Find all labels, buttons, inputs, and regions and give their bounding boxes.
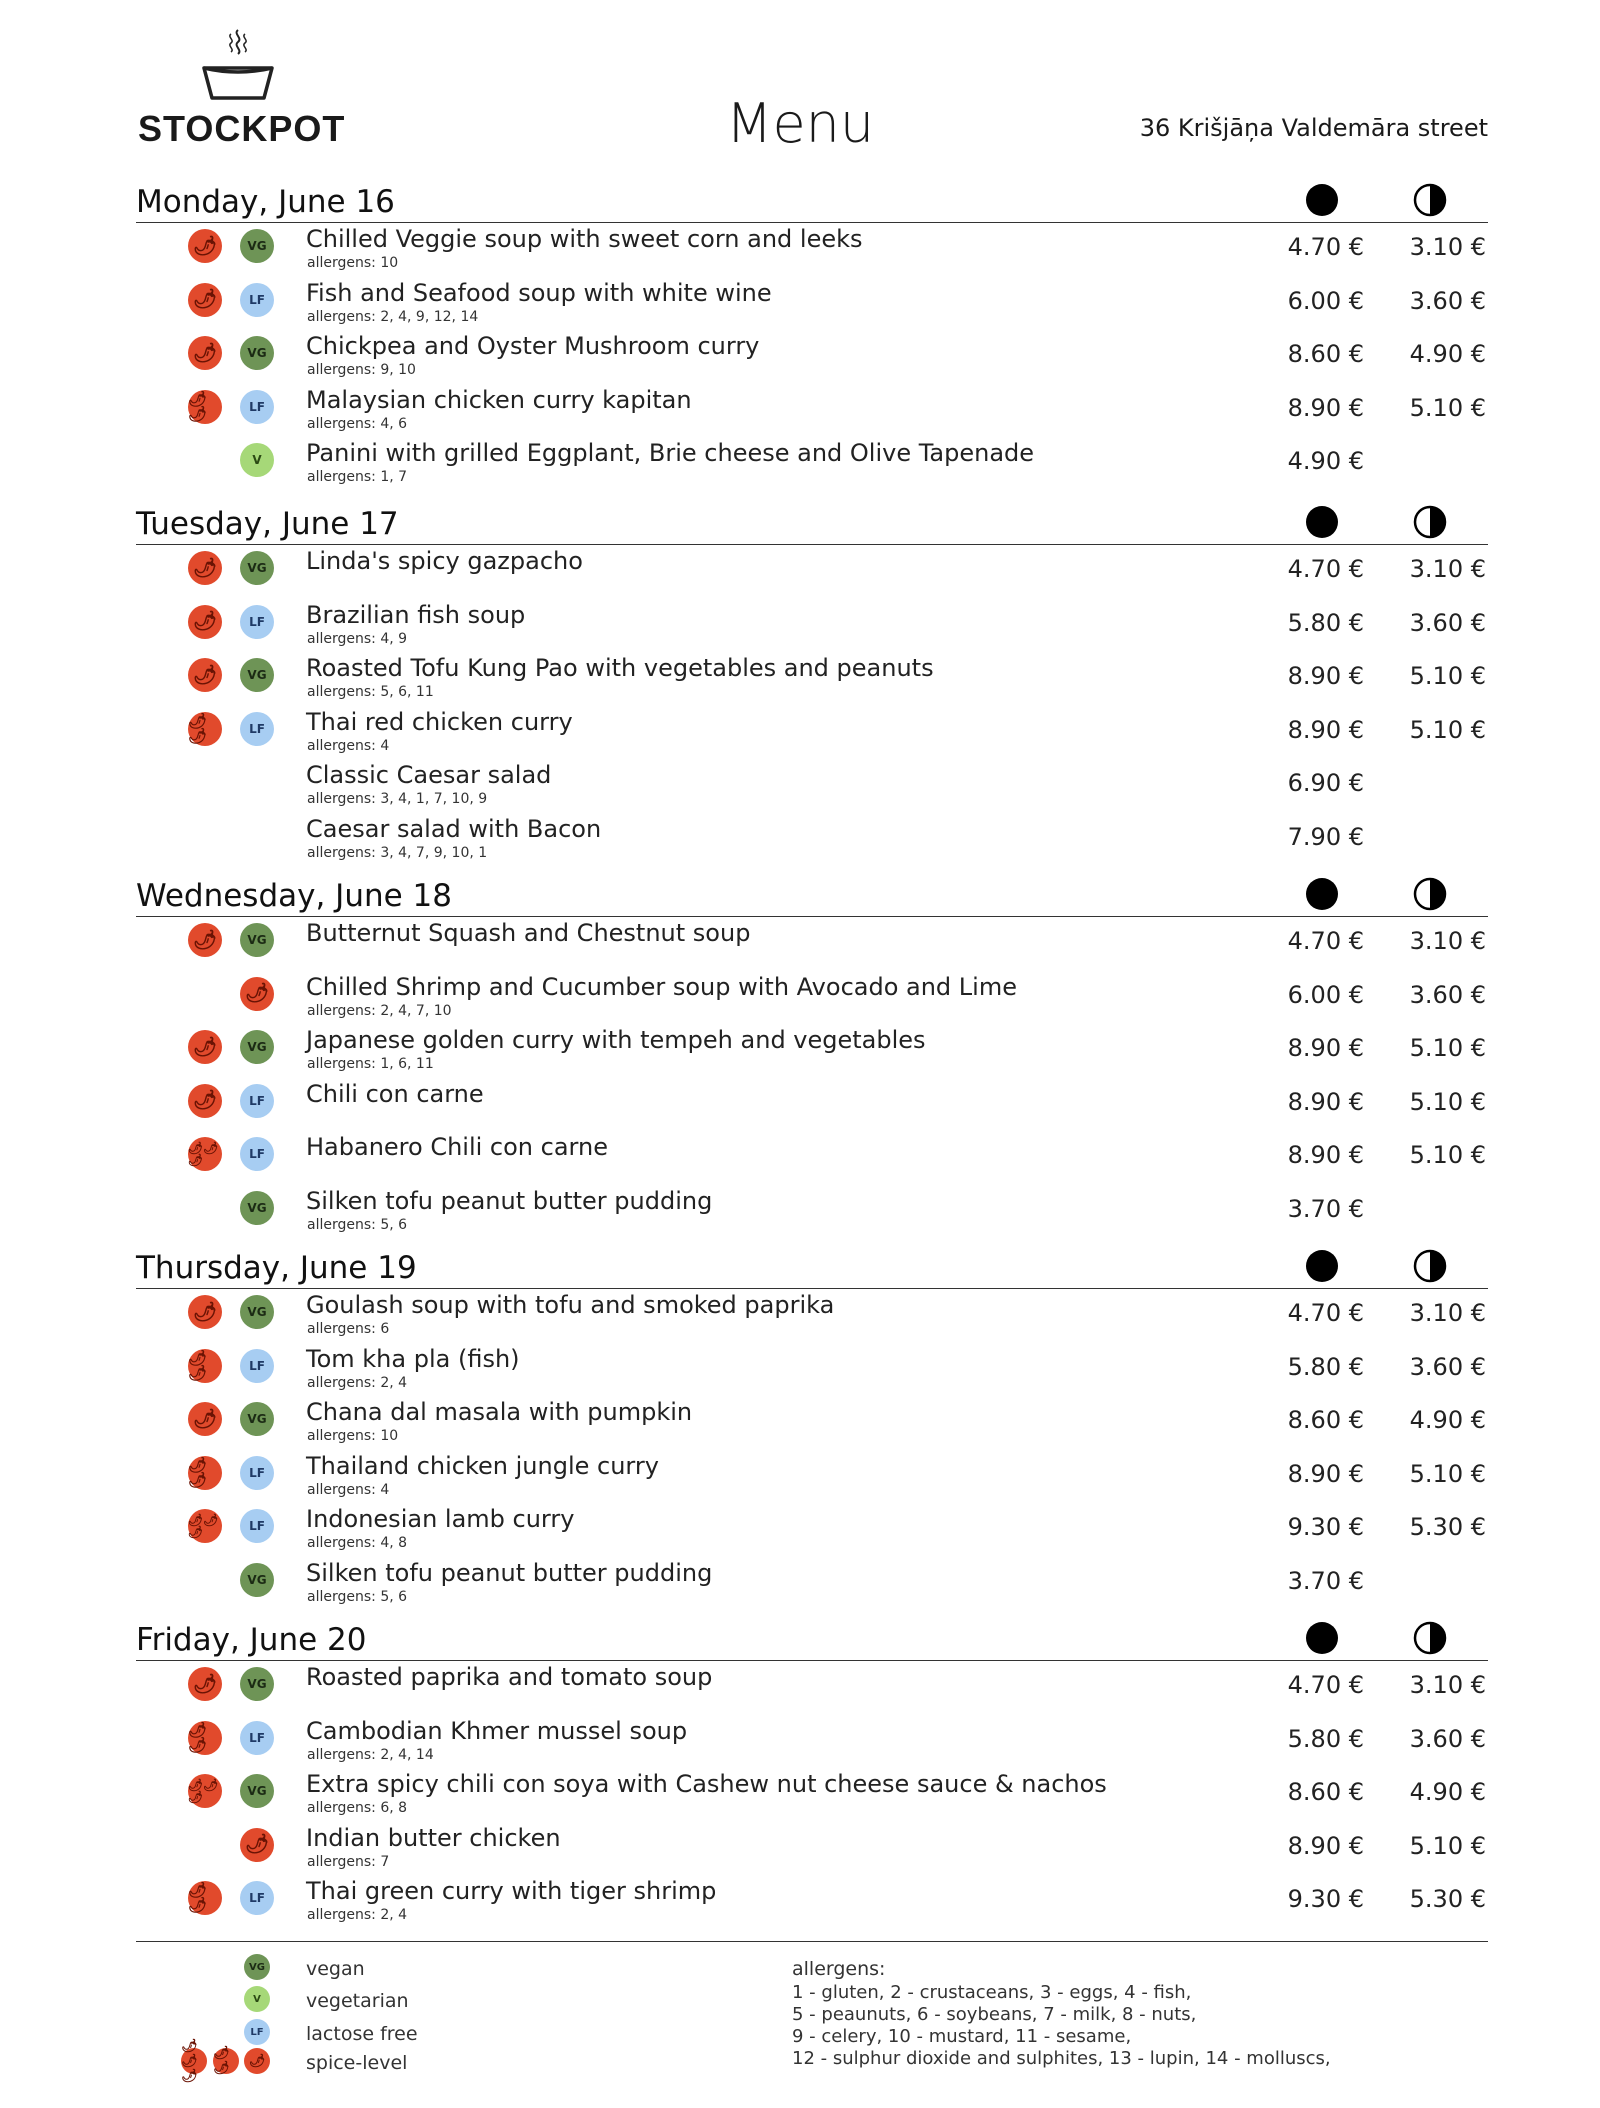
menu-item	[136, 223, 1488, 277]
day-title: Monday, June 16	[136, 184, 395, 220]
price-half-portion: 5.10 €	[1409, 1831, 1486, 1860]
item-badges	[188, 390, 304, 424]
item-name: Caesar salad with Bacon	[306, 814, 602, 843]
price-full-portion: 4.90 €	[1287, 447, 1364, 475]
menu-items	[136, 223, 1488, 491]
menu-item	[136, 384, 1488, 438]
day-header	[136, 1620, 1488, 1661]
item-badges	[188, 765, 304, 799]
spice-level-2-icon: 🌶🌶	[213, 2048, 239, 2074]
item-name: Panini with grilled Eggplant, Brie cheese and Olive Tapenade	[306, 439, 1035, 467]
spice-level-1-icon: 🌶	[244, 2048, 270, 2074]
menu-item	[136, 917, 1488, 971]
vg-badge-icon: VG	[240, 658, 274, 692]
price-full-portion: 6.00 €	[1287, 980, 1364, 1009]
full-portion-icon	[1304, 1620, 1340, 1656]
spice-level-2-icon: 🌶🌶	[188, 712, 222, 746]
menu-items	[136, 1661, 1488, 1929]
price-half-portion: 3.60 €	[1409, 608, 1486, 637]
spice-level-2-icon: 🌶🌶	[188, 1721, 222, 1755]
v-badge-icon: V	[240, 443, 274, 477]
menu-item	[136, 1822, 1488, 1876]
legend-vegan-label: vegan	[306, 1958, 365, 1980]
item-badges	[188, 1084, 304, 1118]
price-full-portion: 5.80 €	[1287, 608, 1364, 637]
price-full-portion: 8.60 €	[1287, 340, 1364, 368]
price-full-portion: 4.70 €	[1287, 927, 1364, 955]
item-allergens: allergens: 4	[307, 737, 390, 754]
item-badges	[188, 1881, 304, 1915]
spice-level-1-icon: 🌶	[188, 283, 222, 317]
menu-item	[136, 813, 1488, 867]
item-badges	[188, 1402, 304, 1436]
lf-badge-icon: LF	[240, 1456, 274, 1490]
half-portion-icon	[1412, 504, 1448, 540]
allergen-key-line: 1 - gluten, 2 - crustaceans, 3 - eggs, 4 - fish,	[792, 1982, 1192, 2003]
spice-level-1-icon: 🌶	[188, 551, 222, 585]
menu-item	[136, 1289, 1488, 1343]
price-full-portion: 8.60 €	[1287, 1406, 1364, 1434]
allergen-key-line: 9 - celery, 10 - mustard, 11 - sesame,	[792, 2026, 1132, 2047]
price-full-portion: 4.70 €	[1287, 233, 1364, 261]
item-allergens: allergens: 4	[307, 1481, 390, 1498]
price-full-portion: 8.90 €	[1287, 1034, 1364, 1062]
lf-badge-icon: LF	[240, 283, 274, 317]
vg-badge-icon: VG	[240, 1667, 274, 1701]
price-half-portion: 5.10 €	[1409, 393, 1486, 422]
legend-footer	[136, 1941, 1488, 2084]
price-full-portion: 8.60 €	[1287, 1778, 1364, 1806]
item-allergens: allergens: 3, 4, 7, 9, 10, 1	[307, 844, 488, 861]
item-name: Silken tofu peanut butter pudding	[306, 1186, 713, 1215]
menu-item	[136, 706, 1488, 760]
half-portion-icon	[1412, 182, 1448, 218]
legend-vegetarian-label: vegetarian	[306, 1990, 409, 2012]
price-full-portion: 3.70 €	[1287, 1566, 1364, 1595]
item-allergens: allergens: 4, 6	[307, 415, 408, 432]
price-half-portion: 3.60 €	[1409, 1352, 1486, 1381]
lf-badge-icon: LF	[240, 1881, 274, 1915]
price-full-portion: 8.90 €	[1287, 1087, 1364, 1116]
day-header	[136, 504, 1488, 545]
header	[0, 0, 1600, 170]
legend-lactose-free-label: lactose free	[306, 2023, 418, 2045]
day-section	[136, 182, 1488, 491]
spice-level-3-icon: 🌶🌶🌶	[188, 1509, 222, 1543]
item-name: Thailand chicken jungle curry	[306, 1451, 659, 1480]
price-full-portion: 5.80 €	[1287, 1352, 1364, 1381]
spice-level-3-icon: 🌶🌶🌶	[188, 1774, 222, 1808]
price-half-portion: 3.60 €	[1409, 980, 1486, 1009]
item-allergens: allergens: 10	[307, 255, 399, 271]
vg-badge-icon: VG	[240, 1030, 274, 1064]
menu-item	[136, 759, 1488, 813]
vg-badge-icon: VG	[240, 1402, 274, 1436]
full-portion-icon	[1304, 876, 1340, 912]
allergen-key-line: 12 - sulphur dioxide and sulphites, 13 - lupin, 14 - molluscs,	[792, 2048, 1331, 2069]
item-allergens: allergens: 2, 4	[307, 1374, 408, 1391]
day-section	[136, 1620, 1488, 1929]
allergen-key-line: 5 - peaunuts, 6 - soybeans, 7 - milk, 8 - nuts,	[792, 2004, 1197, 2025]
item-badges	[188, 1828, 304, 1862]
item-allergens: allergens: 2, 4, 9, 12, 14	[307, 308, 479, 325]
item-name: Chili con carne	[306, 1079, 484, 1108]
brand-name: STOCKPOT	[138, 108, 346, 149]
lf-badge-icon: LF	[240, 1349, 274, 1383]
lactose-free-badge-icon: LF	[244, 2019, 270, 2045]
item-badges	[188, 1295, 304, 1329]
item-allergens: allergens: 6	[307, 1321, 390, 1337]
menu-item	[136, 277, 1488, 331]
day-header	[136, 182, 1488, 223]
spice-level-3-icon: 🌶🌶🌶	[181, 2048, 207, 2074]
item-allergens: allergens: 4, 8	[307, 1535, 408, 1551]
lf-badge-icon: LF	[240, 1721, 274, 1755]
lf-badge-icon: LF	[240, 1137, 274, 1171]
address: 36 Krišjāņa Valdemāra street	[1139, 114, 1488, 142]
spice-level-2-icon: 🌶🌶	[188, 1349, 222, 1383]
full-portion-icon	[1304, 1248, 1340, 1284]
spice-level-1-icon: 🌶	[188, 658, 222, 692]
lf-badge-icon: LF	[240, 1084, 274, 1118]
item-badges	[188, 1563, 304, 1597]
legend-spice-level-label: spice-level	[306, 2052, 408, 2074]
item-allergens: allergens: 4, 9	[307, 630, 408, 647]
price-half-portion: 5.10 €	[1409, 1141, 1486, 1169]
menu-item	[136, 1131, 1488, 1185]
item-name: Roasted paprika and tomato soup	[306, 1663, 713, 1691]
full-portion-icon	[1304, 504, 1340, 540]
price-half-portion: 4.90 €	[1409, 1778, 1486, 1806]
price-half-portion: 3.10 €	[1409, 233, 1486, 261]
price-half-portion: 3.10 €	[1409, 927, 1486, 955]
menu-item	[136, 1768, 1488, 1822]
menu-item	[136, 1396, 1488, 1450]
item-allergens: allergens: 5, 6	[307, 1588, 408, 1605]
day-title: Thursday, June 19	[136, 1250, 417, 1286]
item-name: Chilled Shrimp and Cucumber soup with Avocado and Lime	[306, 972, 1017, 1001]
item-badges	[188, 1721, 304, 1755]
item-badges	[188, 283, 304, 317]
menu-item	[136, 1185, 1488, 1239]
spice-level-2-icon: 🌶🌶	[188, 390, 222, 424]
item-allergens: allergens: 1, 7	[307, 469, 408, 485]
menu-item	[136, 1661, 1488, 1715]
item-name: Chana dal masala with pumpkin	[306, 1398, 693, 1426]
day-section	[136, 1248, 1488, 1610]
half-portion-icon	[1412, 1248, 1448, 1284]
item-badges	[188, 1191, 304, 1225]
price-full-portion: 6.00 €	[1287, 286, 1364, 315]
menu-item	[136, 1875, 1488, 1929]
spice-level-1-icon: 🌶	[188, 1295, 222, 1329]
item-badges	[188, 712, 304, 746]
lf-badge-icon: LF	[240, 1509, 274, 1543]
item-name: Tom kha pla (fish)	[306, 1344, 520, 1373]
item-badges	[188, 1030, 304, 1064]
vg-badge-icon: VG	[240, 551, 274, 585]
item-badges	[188, 443, 304, 477]
price-full-portion: 9.30 €	[1287, 1513, 1364, 1541]
price-half-portion: 5.10 €	[1409, 715, 1486, 744]
item-name: Extra spicy chili con soya with Cashew nut cheese sauce & nachos	[306, 1770, 1107, 1798]
item-name: Roasted Tofu Kung Pao with vegetables and peanuts	[306, 654, 934, 682]
price-full-portion: 8.90 €	[1287, 1459, 1364, 1488]
day-header	[136, 876, 1488, 917]
vg-badge-icon: VG	[240, 1191, 274, 1225]
vegan-badge-icon: VG	[244, 1954, 270, 1980]
price-half-portion: 5.10 €	[1409, 1034, 1486, 1062]
menu-item	[136, 599, 1488, 653]
menu-item	[136, 1078, 1488, 1132]
price-full-portion: 6.90 €	[1287, 769, 1364, 797]
item-name: Linda's spicy gazpacho	[306, 547, 583, 575]
spice-level-1-icon: 🌶	[188, 923, 222, 957]
item-badges	[188, 1667, 304, 1701]
item-name: Classic Caesar salad	[306, 761, 552, 789]
price-full-portion: 8.90 €	[1287, 1141, 1364, 1169]
item-badges	[188, 229, 304, 263]
day-header	[136, 1248, 1488, 1289]
menu-item	[136, 971, 1488, 1025]
item-name: Malaysian chicken curry kapitan	[306, 385, 692, 414]
price-full-portion: 7.90 €	[1287, 822, 1364, 851]
vg-badge-icon: VG	[240, 336, 274, 370]
half-portion-icon	[1412, 876, 1448, 912]
item-badges	[188, 1349, 304, 1383]
price-half-portion: 5.30 €	[1409, 1885, 1486, 1913]
stockpot-icon	[200, 26, 276, 102]
price-half-portion: 3.10 €	[1409, 1299, 1486, 1327]
vegetarian-badge-icon: V	[244, 1986, 270, 2012]
vg-badge-icon: VG	[240, 1774, 274, 1808]
spice-level-2-icon: 🌶🌶	[188, 1456, 222, 1490]
price-full-portion: 3.70 €	[1287, 1194, 1364, 1223]
price-full-portion: 4.70 €	[1287, 1671, 1364, 1699]
item-badges	[188, 1774, 304, 1808]
item-name: Thai red chicken curry	[306, 707, 573, 736]
full-portion-icon	[1304, 182, 1340, 218]
day-title: Tuesday, June 17	[136, 506, 399, 542]
day-section	[136, 876, 1488, 1238]
item-badges	[188, 923, 304, 957]
item-name: Chilled Veggie soup with sweet corn and leeks	[306, 225, 863, 253]
item-name: Goulash soup with tofu and smoked paprika	[306, 1291, 835, 1319]
price-half-portion: 3.60 €	[1409, 286, 1486, 315]
price-full-portion: 4.70 €	[1287, 555, 1364, 583]
price-half-portion: 4.90 €	[1409, 1406, 1486, 1434]
menu-item	[136, 1503, 1488, 1557]
spice-level-1-icon: 🌶	[188, 1030, 222, 1064]
menu-item	[136, 1450, 1488, 1504]
item-badges	[188, 819, 304, 853]
item-badges	[188, 605, 304, 639]
day-section	[136, 504, 1488, 866]
menu-item	[136, 1343, 1488, 1397]
item-badges	[188, 336, 304, 370]
price-full-portion: 8.90 €	[1287, 1831, 1364, 1860]
menu-item	[136, 1557, 1488, 1611]
price-full-portion: 8.90 €	[1287, 662, 1364, 690]
item-name: Butternut Squash and Chestnut soup	[306, 919, 751, 947]
price-half-portion: 5.10 €	[1409, 1459, 1486, 1488]
allergen-key	[792, 1982, 1331, 2070]
spice-level-1-icon: 🌶	[188, 1402, 222, 1436]
item-name: Habanero Chili con carne	[306, 1133, 608, 1161]
day-title: Friday, June 20	[136, 1622, 367, 1658]
vg-badge-icon: VG	[240, 229, 274, 263]
item-allergens: allergens: 2, 4	[307, 1907, 408, 1923]
item-badges	[188, 977, 304, 1011]
item-badges	[188, 1137, 304, 1171]
item-allergens: allergens: 5, 6, 11	[307, 684, 434, 700]
price-half-portion: 3.60 €	[1409, 1724, 1486, 1753]
price-half-portion: 5.30 €	[1409, 1513, 1486, 1541]
menu-item	[136, 1715, 1488, 1769]
vg-badge-icon: VG	[240, 1295, 274, 1329]
spice-level-1-icon: 🌶	[188, 1084, 222, 1118]
price-half-portion: 5.10 €	[1409, 662, 1486, 690]
item-name: Thai green curry with tiger shrimp	[306, 1877, 717, 1905]
lf-badge-icon: LF	[240, 712, 274, 746]
item-allergens: allergens: 10	[307, 1428, 399, 1444]
menu-items	[136, 917, 1488, 1238]
item-allergens: allergens: 7	[307, 1853, 390, 1870]
lf-badge-icon: LF	[240, 605, 274, 639]
price-full-portion: 8.90 €	[1287, 393, 1364, 422]
item-allergens: allergens: 2, 4, 7, 10	[307, 1002, 452, 1019]
price-half-portion: 5.10 €	[1409, 1087, 1486, 1116]
item-name: Indian butter chicken	[306, 1823, 561, 1852]
item-name: Indonesian lamb curry	[306, 1505, 575, 1533]
menu-item	[136, 1024, 1488, 1078]
allergen-key-title: allergens:	[792, 1958, 886, 1980]
page-title: Menu	[725, 92, 875, 155]
spice-level-1-icon: 🌶	[188, 605, 222, 639]
price-full-portion: 5.80 €	[1287, 1724, 1364, 1753]
item-name: Cambodian Khmer mussel soup	[306, 1716, 688, 1745]
item-allergens: allergens: 1, 6, 11	[307, 1056, 434, 1072]
day-title: Wednesday, June 18	[136, 878, 452, 914]
item-name: Brazilian fish soup	[306, 600, 526, 629]
menu-item	[136, 330, 1488, 384]
item-allergens: allergens: 2, 4, 14	[307, 1746, 434, 1763]
item-name: Chickpea and Oyster Mushroom curry	[306, 332, 760, 360]
spice-level-1-icon: 🌶	[188, 336, 222, 370]
item-badges	[188, 658, 304, 692]
item-badges	[188, 1509, 304, 1543]
spice-level-1-icon: 🌶	[240, 977, 274, 1011]
vg-badge-icon: VG	[240, 1563, 274, 1597]
item-allergens: allergens: 3, 4, 1, 7, 10, 9	[307, 791, 488, 807]
item-name: Fish and Seafood soup with white wine	[306, 278, 772, 307]
menu-item	[136, 437, 1488, 491]
item-badges	[188, 551, 304, 585]
menu-item	[136, 545, 1488, 599]
price-half-portion: 4.90 €	[1409, 340, 1486, 368]
item-badges	[188, 1456, 304, 1490]
menu-items	[136, 545, 1488, 866]
menu-item	[136, 652, 1488, 706]
vg-badge-icon: VG	[240, 923, 274, 957]
price-half-portion: 3.10 €	[1409, 555, 1486, 583]
price-full-portion: 4.70 €	[1287, 1299, 1364, 1327]
spice-level-2-icon: 🌶🌶	[188, 1881, 222, 1915]
item-name: Japanese golden curry with tempeh and vegetables	[306, 1026, 926, 1054]
spice-level-1-icon: 🌶	[188, 229, 222, 263]
price-full-portion: 8.90 €	[1287, 715, 1364, 744]
item-allergens: allergens: 9, 10	[307, 362, 416, 378]
spice-level-1-icon: 🌶	[188, 1667, 222, 1701]
item-allergens: allergens: 5, 6	[307, 1216, 408, 1233]
price-full-portion: 9.30 €	[1287, 1885, 1364, 1913]
item-name: Silken tofu peanut butter pudding	[306, 1558, 713, 1587]
price-half-portion: 3.10 €	[1409, 1671, 1486, 1699]
spice-level-1-icon: 🌶	[240, 1828, 274, 1862]
spice-level-3-icon: 🌶🌶🌶	[188, 1137, 222, 1171]
lf-badge-icon: LF	[240, 390, 274, 424]
item-allergens: allergens: 6, 8	[307, 1800, 408, 1816]
menu-items	[136, 1289, 1488, 1610]
half-portion-icon	[1412, 1620, 1448, 1656]
